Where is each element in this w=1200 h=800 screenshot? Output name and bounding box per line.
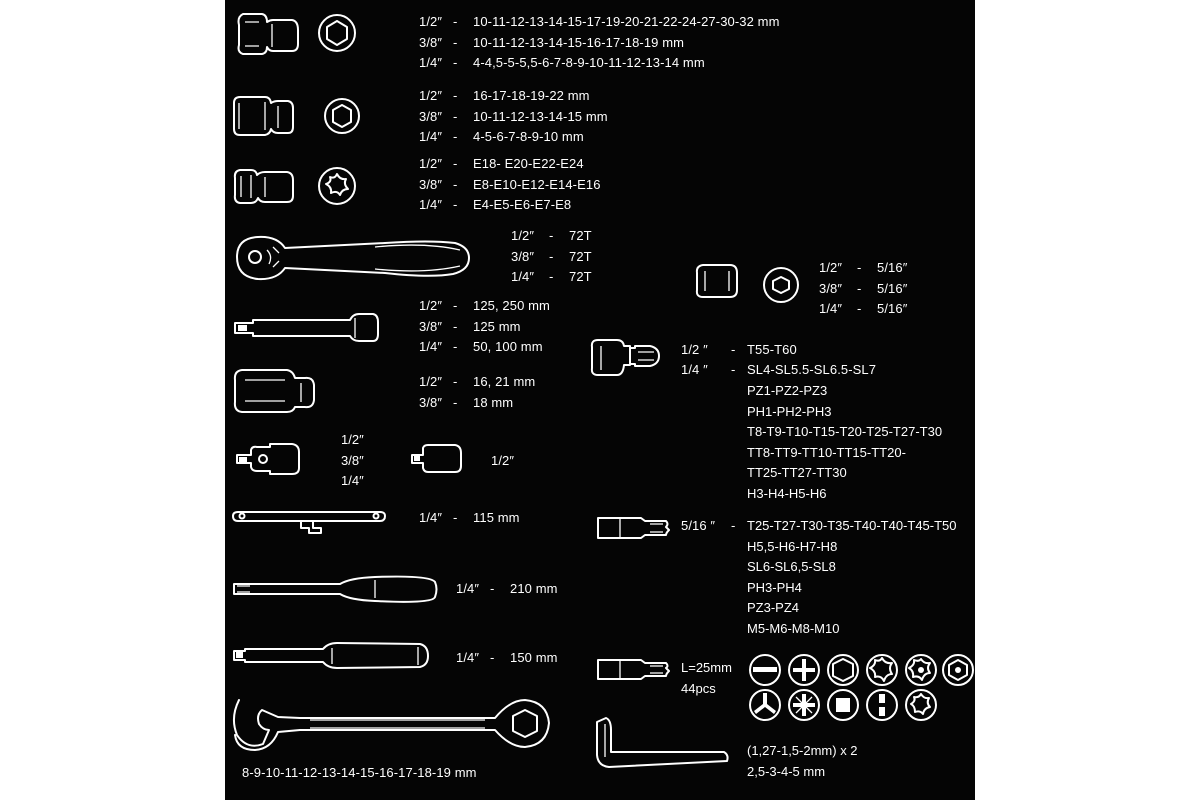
deep-sockets-list	[419, 86, 608, 148]
bit-socket-line: PZ1-PZ2-PZ3	[747, 383, 828, 398]
bit-socket-line: PH1-PH2-PH3	[747, 403, 832, 419]
deep-socket-top-icon	[325, 99, 359, 133]
ratchets-list	[511, 226, 592, 288]
t-handle-icon	[233, 512, 385, 533]
long-bit-line: T25-T27-T30-T35-T40-T40-T45-T50	[747, 518, 957, 533]
deep-row-1: 1/2″ - 16-17-18-19-22 mm	[419, 88, 590, 103]
extension-row-1: 1/2″ - 125, 250 mm	[419, 298, 550, 313]
bit-socket-line: H3-H4-H5-H6	[747, 485, 827, 501]
hex-row-2: 3/8″ - 10-11-12-13-14-15-16-17-18-19 mm	[419, 34, 685, 50]
screwdriver-handle-label: 1/4″ - 150 mm	[456, 650, 558, 665]
spark-plug-socket-icon	[235, 370, 314, 412]
extension-bar-icon	[235, 314, 378, 341]
universal-joint-icon	[237, 444, 299, 474]
t-handle-label: 1/4″ - 115 mm	[419, 510, 520, 525]
adapter-drive: 1/2″	[491, 453, 515, 468]
hex-icon	[828, 655, 858, 685]
long-bit-line: M5-M6-M8-M10	[747, 620, 840, 636]
bit-socket-line: T8-T9-T10-T15-T20-T25-T27-T30	[747, 424, 943, 439]
deep-socket-icon	[234, 97, 293, 135]
torx-socket-top-icon	[319, 168, 355, 204]
torx-row-1: 1/2″ - E18- E20-E22-E24	[419, 156, 584, 171]
deep-row-2: 3/8″ - 10-11-12-13-14-15 mm	[419, 108, 608, 124]
short-bit-icon	[598, 660, 669, 679]
bit-socket-more	[747, 381, 942, 504]
universal-joint-drives	[341, 430, 364, 492]
long-bits-list	[747, 516, 957, 639]
ratchet-row-2: 3/8″ - 72T	[511, 248, 592, 264]
spark-row-2: 3/8″ - 18 mm	[419, 394, 514, 410]
short-bits-label	[681, 658, 732, 699]
torx-row-3: 1/4″ - E4-E5-E6-E7-E8	[419, 197, 572, 212]
short-bit-length: L=25mm	[681, 660, 732, 675]
extension-row-3: 1/4″ - 50, 100 mm	[419, 339, 543, 354]
bit-holder-row-2: 3/8″ - 5/16″	[819, 280, 908, 296]
pozidriv-icon	[789, 690, 819, 720]
ratchet-row-3: 1/4″ - 72T	[511, 269, 592, 284]
bit-socket-icon	[592, 340, 659, 375]
ujoint-drive-3: 1/4″	[341, 473, 364, 488]
torx-socket-icon	[235, 170, 293, 203]
bit-socket-row-1: 1/2 ″ - T55-T60	[681, 342, 797, 357]
spanner-icon	[867, 690, 897, 720]
torx-sockets-list	[419, 154, 601, 216]
bit-holder-socket-icon	[697, 265, 737, 297]
screwdriver-handle-icon	[234, 643, 428, 668]
torx-row-2: 3/8″ - E8-E10-E12-E14-E16	[419, 176, 601, 192]
ujoint-drive-1: 1/2″	[341, 432, 364, 447]
wrench-sizes: 8-9-10-11-12-13-14-15-16-17-18-19 mm	[242, 765, 477, 780]
long-bit-line: H5,5-H6-H7-H8	[747, 538, 838, 554]
long-bit-line: SL6-SL6,5-SL8	[747, 559, 836, 574]
combination-wrench-icon	[234, 700, 549, 750]
spinner-label: 1/4″ - 210 mm	[456, 581, 558, 596]
slotted-icon	[750, 655, 780, 685]
hex-sockets-list	[419, 12, 780, 74]
hex-keys-label	[747, 741, 858, 782]
tool-set-panel	[225, 0, 975, 800]
spark-row-1: 1/2″ - 16, 21 mm	[419, 374, 536, 389]
bit-holder-sockets-list	[819, 258, 907, 320]
extensions-list	[419, 296, 550, 358]
long-bit-icon	[598, 518, 669, 538]
hex-row-1: 1/2″ - 10-11-12-13-14-15-17-19-20-21-22-24-27-30-32 mm	[419, 14, 780, 29]
torx-icon	[867, 655, 897, 685]
bit-holder-socket-top-icon	[764, 268, 798, 302]
adapter-icon	[412, 445, 461, 472]
hex-socket-top-icon	[319, 15, 355, 51]
hex-keys-line-1: (1,27-1,5-2mm) x 2	[747, 743, 858, 758]
square-icon	[828, 690, 858, 720]
spark-sockets-list	[419, 372, 535, 413]
hex-socket-icon	[239, 14, 299, 54]
phillips-icon	[789, 655, 819, 685]
bit-socket-row-2: 1/4 ″ - SL4-SL5.5-SL6.5-SL7	[681, 362, 877, 377]
ujoint-drive-2: 3/8″	[341, 452, 364, 468]
tri-wing-icon	[750, 690, 780, 720]
ratchet-icon	[237, 237, 469, 279]
bit-socket-line: TT25-TT27-TT30	[747, 465, 847, 480]
spinner-handle-icon	[234, 577, 437, 602]
tamper-torx-icon	[906, 655, 936, 685]
hex-key-icon	[597, 718, 728, 767]
extension-row-2: 3/8″ - 125 mm	[419, 318, 521, 334]
long-bits-drive: 5/16 ″ -	[681, 518, 736, 533]
torq-set-icon	[906, 690, 936, 720]
bit-holder-row-1: 1/2″ - 5/16″	[819, 260, 908, 275]
bit-holder-row-3: 1/4″ - 5/16″	[819, 301, 908, 316]
short-bit-count: 44pcs	[681, 680, 716, 696]
ratchet-row-1: 1/2″ - 72T	[511, 228, 592, 243]
hex-row-3: 1/4″ - 4-4,5-5-5,5-6-7-8-9-10-11-12-13-14 mm	[419, 55, 705, 70]
bit-socket-line: TT8-TT9-TT10-TT15-TT20-	[747, 444, 906, 460]
long-bit-line: PZ3-PZ4	[747, 600, 800, 615]
hex-keys-line-2: 2,5-3-4-5 mm	[747, 763, 826, 779]
long-bit-line: PH3-PH4	[747, 579, 802, 595]
tamper-hex-icon	[943, 655, 973, 685]
deep-row-3: 1/4″ - 4-5-6-7-8-9-10 mm	[419, 129, 584, 144]
